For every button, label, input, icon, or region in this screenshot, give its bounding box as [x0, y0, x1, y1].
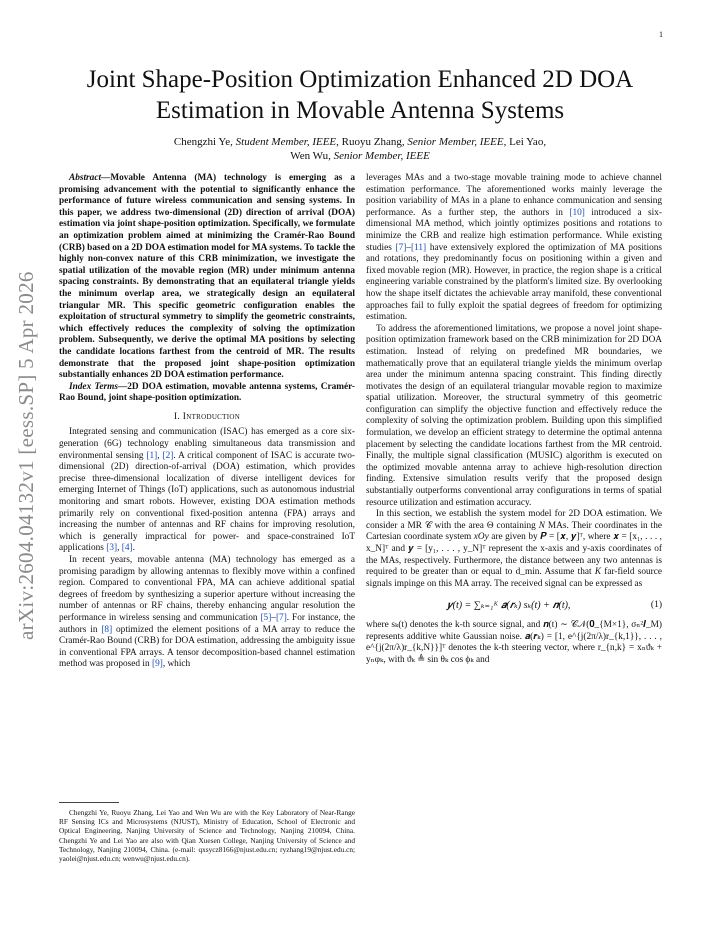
paragraph-text: .: [132, 543, 135, 554]
author-list: [60, 135, 660, 163]
section-number: I.: [173, 411, 181, 422]
section-heading-introduction: [59, 412, 355, 424]
citation-link[interactable]: [9]: [151, 659, 163, 670]
citation-link[interactable]: [5]: [260, 612, 272, 623]
equation-1: [366, 600, 662, 612]
paragraph-text: . A critical component of ISAC is accurate two-dimensional (2D) direction-of-arrival (DOA) estimation, which provides precise three-dimensional localization of diverse intelligent devices for emerging Internet of Things (IoT) applications, such as autonomous industrial monitoring and smart robots. However, existing DOA estimation methods primarily rely on conventional fixed-position antenna (FPA) arrays and increasing the number of antennas and RF chains for improving resolution, which is generally impractical for power- and space-constrained IoT applications: [59, 450, 355, 554]
author-name: Wen Wu,: [290, 150, 334, 162]
citation-link[interactable]: [7]: [395, 242, 407, 253]
citation-link[interactable]: [11]: [411, 242, 427, 253]
abstract-text: —Movable Antenna (MA) technology is emerging as a promising advancement with the potential to significantly enhance the performance of future wireless communication and sensing systems. In this paper, we address two-dimensional (2D) direction of arrival (DOA) estimation via joint shape-position optimization. Specifically, we formulate an optimization problem aimed at minimizing the Cramér-Rao Bound (CRB) based on a 2D DOA estimation model for MA systems. To tackle the highly non-convex nature of this CRB minimization, we investigate the spatial utilization of the movable region (MR) under minimum antenna spacing constraints. By demonstrating that an equilateral triangle yields the minimum overlap area, we strategically design an equilateral triangular MR. This specific geometric configuration enables the exploitation of structural symmetry to simplify the geometric constraints, which effectively reduces the complexity of solving the optimization problem. Subsequently, we derive the optimal MA positions by selecting the candidate locations farthest from the centroid of MR. The results demonstrate that the proposed joint shape-position optimization substantially enhances 2D DOA estimation performance.: [59, 173, 355, 381]
paragraph-text: are given by 𝑷 = [𝒙, 𝒚]ᵀ, where 𝒙 = [x₁, . . . , x_N]ᵀ and 𝒚 = [y₁, . . . , y_N]ᵀ represent the x-axis and y-axis coordinates of the MAs, respectively. Furthermore, the distance between any two antennas is required to be greater than or equal to d_min. Assume that: [366, 532, 662, 578]
author-name: , Lei Yao,: [503, 136, 547, 148]
intro-paragraph-4: To address the aforementioned limitations, we propose a novel joint shape-position optimization framework based on the CRB minimization for 2D DOA estimation. Instead of relying on predefined MR boundaries, we mathematically prove that an equilateral triangle yields the minimum overlap area under the minimum antenna spacing constraint. This finding directly motivates the design of an equilateral triangular movable region to maximize spatial utilization. Moreover, the structural symmetry of this geometric configuration can simplify the objective function and effectively reduce the complexity of solving the optimization problem. Building upon this simplified formulation, we develop an efficient strategy to determine the optimal antenna placement by selecting the candidate locations farthest from the MR centroid. Finally, the multiple signal classification (MUSIC) algorithm is executed on the optimized movable antenna array to achieve high-resolution direction finding. Extensive simulation results verify that the proposed design substantially outperforms conventional array configurations in terms of spatial resource utilization and estimation accuracy.: [366, 323, 662, 508]
math-symbol: N: [538, 520, 545, 531]
intro-paragraph-2: [59, 555, 355, 671]
citation-link[interactable]: [3]: [106, 543, 118, 554]
arxiv-identifier-stamp[interactable]: arXiv:2604.04132v1 [eess.SP] 5 Apr 2026: [14, 271, 38, 640]
math-symbol: K: [594, 567, 602, 578]
paragraph-text: have extensively explored the optimization of MA positions and rotations, they predominantly focus on positioning within a given and fixed movable region (MR). However, in practice, the region shape is a critical engineering variable constrained by the platform's limited size. By overlooking how the shape itself dictates the achievable array manifold, these conventional approaches fail to fully exploit the spatial degrees of freedom for optimizing estimation.: [366, 242, 663, 323]
paragraph-text: far-field source signals impinge on this MA array. The received signal can be expressed as: [366, 567, 662, 589]
footnote-text: Chengzhi Ye, Ruoyu Zhang, Lei Yao and Wen Wu are with the Key Laboratory of Near-Range RF Sensing ICs and Microsystems (NJUST), Ministry of Education, School of Electronic and Optical Engineering, Nanjing University of Science and Technology, Nanjing 210094, China. Chengzhi Ye and Lei Yao are also with Qian Xuesen College, Nanjing University of Science and Technology, Nanjing 210094, China. (e-mail: qxsycz8166@njust.edu.cn; ryzhang19@njust.edu.cn; yaolei@njust.edu.cn; wenwu@njust.edu.cn).: [59, 808, 355, 864]
equation-body: 𝒚(t) = ∑ₖ₌₁ᴷ 𝒂(𝒓ₖ) sₖ(t) + 𝒏(t),: [446, 600, 571, 612]
paragraph-text: ,: [117, 543, 122, 554]
paragraph-text: optimized the element positions of a MA array to reduce the Cramér-Rao Bound (CRB) for DOA estimation, addressing the ambiguity issue in conventional FPA arrays. A tensor decomposition-based channel estimation method was proposed in: [59, 624, 355, 670]
paragraph-text: ,: [157, 450, 163, 461]
index-terms-label: Index Terms: [69, 381, 118, 392]
index-terms-text: —2D DOA estimation, movable antenna systems, Cramér-Rao Bound, joint shape-position optimization.: [59, 381, 355, 404]
paragraph-text: , which: [162, 659, 191, 670]
paper-title: Joint Shape-Position Optimization Enhanced 2D DOA Estimation in Movable Antenna Systems: [86, 66, 634, 124]
citation-link[interactable]: [2]: [162, 450, 174, 461]
page-number: 1: [659, 30, 663, 39]
index-terms: [59, 382, 355, 405]
paragraph-text: In this section, we establish the system model for 2D DOA estimation. We consider a MR 𝒞 with the area Θ containing: [366, 509, 662, 531]
citation-link[interactable]: [4]: [121, 543, 133, 554]
paragraph-text: MAs. Their coordinates in the Cartesian coordinate system: [366, 520, 662, 543]
citation-link[interactable]: [1]: [146, 450, 158, 461]
right-column: [366, 173, 662, 666]
paragraph-text: –: [406, 242, 411, 253]
author-role: Student Member, IEEE: [235, 136, 337, 148]
author-name: Chengzhi Ye,: [173, 136, 236, 148]
paragraph-text: –: [271, 612, 276, 623]
citation-link[interactable]: [8]: [101, 624, 113, 635]
author-name: , Ruoyu Zhang,: [336, 136, 408, 148]
intro-paragraph-1: [59, 427, 355, 555]
equation-number: (1): [650, 600, 662, 611]
author-affiliation-footnote: [59, 808, 355, 863]
paragraph-text: . For instance, the authors in: [59, 612, 355, 635]
paragraph-text: Integrated sensing and communication (ISAC) has emerged as a core six-generation (6G) technology enabling simultaneous data transmission and environmental sensing: [59, 427, 355, 461]
citation-link[interactable]: [7]: [275, 612, 287, 623]
author-role: Senior Member, IEEE: [407, 136, 504, 148]
section-title: Introduction: [182, 411, 241, 422]
paragraph-text: leverages MAs and a two-stage movable training mode to achieve channel estimation performance. The aforementioned works mainly leverage the position variability of MAs in a plane to enhance communication and sensing performance. As a further step, the authors in: [366, 173, 662, 218]
signal-model-paragraph: where sₖ(t) denotes the k-th source signal, and 𝒏(t) ∼ 𝒞𝒩(𝟎_{M×1}, σₙ²𝑰_M) represents additive white Gaussian noise. 𝒂(𝒓ₖ) = [1, e^{j(2π/λ)r_{k,1}}, . . . , e^{j(2π/λ)r_{k,N}}]ᵀ denotes the k-th steering vector, where r_{n,k} = xₙϑₖ + yₙφₖ, with ϑₖ ≜ sin θₖ cos ϕₖ and: [366, 619, 662, 665]
math-symbol: xOy: [473, 532, 489, 543]
paragraph-text: introduced a six-dimensional MA method, which jointly optimizes positions and rotations to minimize the CRB and realize high estimation performance. While existing studies: [366, 207, 662, 253]
abstract-label: Abstract: [69, 173, 102, 183]
footnote-divider: [59, 802, 119, 803]
abstract: [59, 173, 355, 382]
intro-paragraph-3: [366, 173, 662, 324]
citation-link[interactable]: [10]: [569, 207, 585, 218]
system-model-paragraph: [366, 509, 662, 590]
paragraph-text: In recent years, movable antenna (MA) technology has emerged as a promising paradigm by allowing antennas to flexibly move within a confined region. Compared to conventional FPA, MA can achieve additional spatial degrees of freedom by synthesizing a superior aperture without increasing the number of antennas or RF chains, thereby enhancing angular resolution the performance in wireless sensing and communication: [59, 555, 355, 623]
left-column: [59, 173, 355, 671]
author-role: Senior Member, IEEE: [333, 150, 430, 162]
